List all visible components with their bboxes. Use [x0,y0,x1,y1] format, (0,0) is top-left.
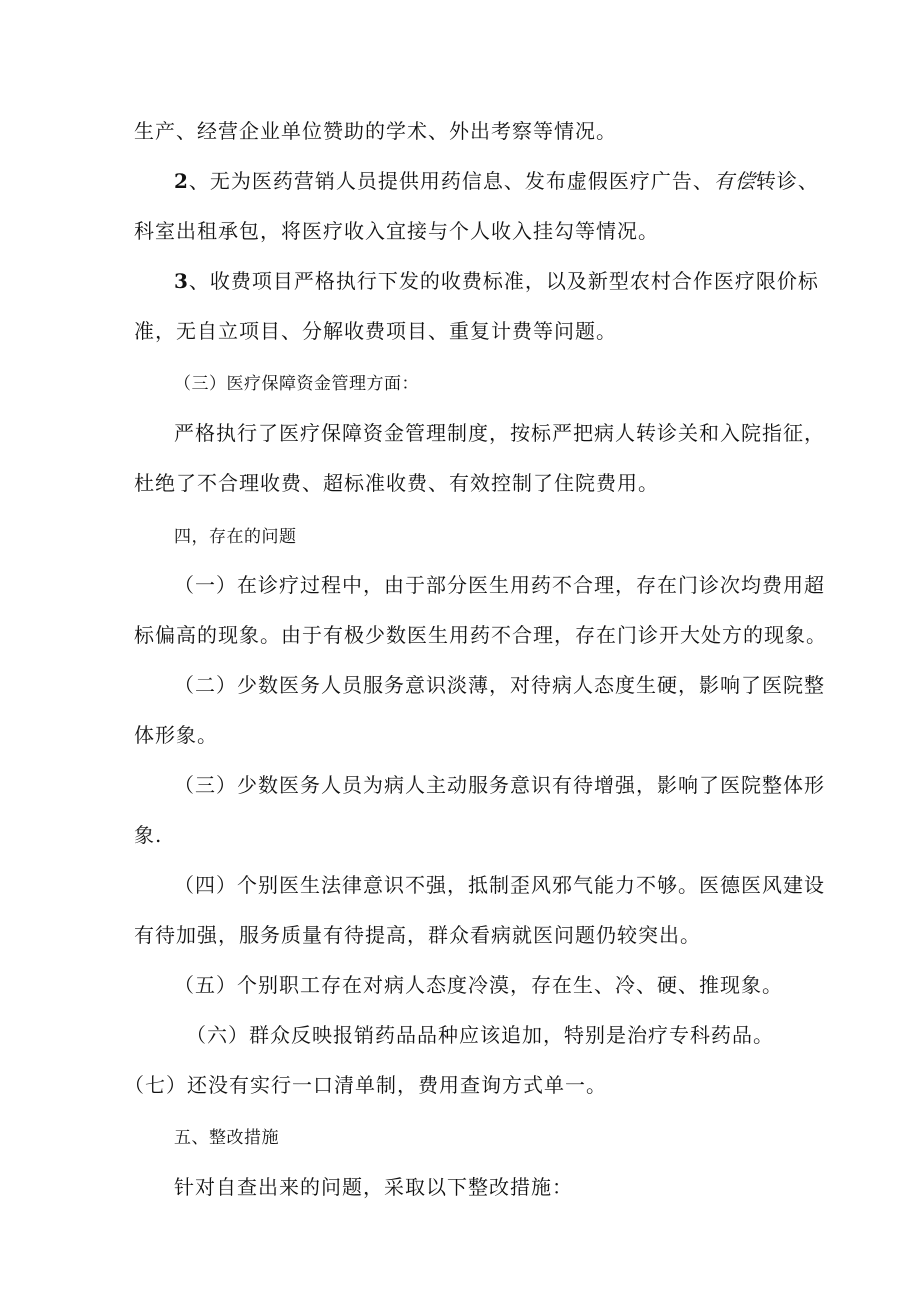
problem-2-line-1: （二）少数医务人员服务意识淡薄，对待病人态度生硬，影响了医院整 [174,673,825,697]
problem-1-line-1: （一）在诊疗过程中，由于部分医生用药不合理，存在门诊次均费用超 [174,573,825,597]
problem-7-line-1: （七）还没有实行一口清单制，费用查询方式单一。 [124,1073,607,1097]
section-5-intro: 针对自查出来的问题，采取以下整改措施： [174,1175,573,1199]
numbered-item-2-line-1 [174,169,819,193]
section-5-heading: 五、整改措施 [174,1128,279,1148]
item-text: 、无为医药营销人员提供用药信息、发布虚假医疗广告、 [188,169,714,193]
italic-word: 有偿 [713,169,756,193]
item-number: 3 [174,269,189,293]
item-text: 转诊、 [755,169,819,193]
item-number: 2 [174,169,189,193]
problem-3-line-2: 象. [134,823,163,847]
problem-4-line-1: （四）个别医生法律意识不强，抵制歪风邪气能力不够。医德医风建设 [174,873,825,897]
section-3-heading: （三）医疗保障资金管理方面： [174,374,419,394]
item-text: 、收费项目严格执行下发的收费标准，以及新型农村合作医疗限价标 [188,269,819,293]
problem-5-line-1: （五）个别职工存在对病人态度冷漠，存在生、冷、硬、推现象。 [174,973,783,997]
problem-4-line-2: 有待加强，服务质量有待提高，群众看病就医问题仍较突出。 [134,923,701,947]
section-3-body-line-1: 严格执行了医疗保障资金管理制度，按标严把病人转诊关和入院指征， [174,421,825,445]
section-3-body-line-2: 杜绝了不合理收费、超标准收费、有效控制了住院费用。 [134,471,659,495]
problem-2-line-2: 体形象。 [134,723,218,747]
problem-6-line-1: （六）群众反映报销药品品种应该追加，特别是治疗专科药品。 [186,1023,774,1047]
paragraph-line: 生产、经营企业单位赞助的学术、外出考察等情况。 [134,119,617,143]
problem-3-line-1: （三）少数医务人员为病人主动服务意识有待增强，影响了医院整体形 [174,773,825,797]
section-4-heading: 四，存在的问题 [174,527,297,547]
numbered-item-3-line-2: 准，无自立项目、分解收费项目、重复计费等问题。 [134,319,617,343]
problem-1-line-2: 标偏高的现象。由于有极少数医生用药不合理，存在门诊开大处方的现象。 [134,623,827,647]
numbered-item-3-line-1 [174,269,819,293]
numbered-item-2-line-2: 科室出租承包，将医疗收入宜接与个人收入挂勾等情况。 [134,219,659,243]
